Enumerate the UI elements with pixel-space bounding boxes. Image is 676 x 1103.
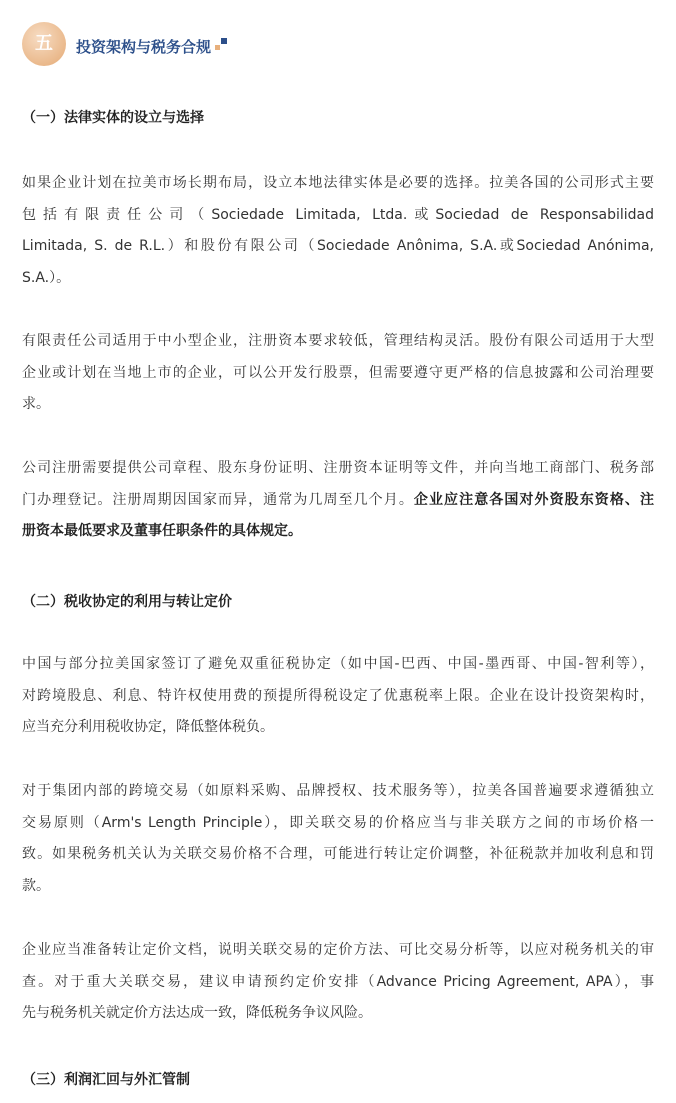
text-line	[22, 485, 654, 517]
text-line: 应当充分利用税收协定，降低整体税负。	[22, 719, 274, 735]
text-line: 企业或计划在当地上市的企业，可以公开发行股票，但需要遵守更严格的信息披露和公司治理要	[22, 364, 654, 381]
text-line: Limitada, S. de R.L.）和股份有限公司（Sociedade Anônima, S.A.或Sociedad Anónima,	[22, 238, 654, 254]
text-line: 对于集团内部的跨境交易（如原料采购、品牌授权、技术服务等），拉美各国普遍要求遵循独立	[22, 783, 654, 799]
text-line: S.A.）。	[22, 269, 71, 286]
paragraph-arms-length	[22, 776, 654, 902]
text-line: 公司注册需要提供公司章程、股东身份证明、注册资本证明等文件，并向当地工商部门、税务部	[22, 460, 654, 476]
subsection-heading-2: （二）税收协定的利用与转让定价	[22, 594, 232, 610]
text-line: 致。如果税务机关认为关联交易价格不合理，可能进行转让定价调整，补征税款并加收利息和罚	[22, 846, 654, 862]
text-segment: 门办理登记。注册周期因国家而异，通常为几周至几个月。	[22, 491, 414, 508]
text-line: 求。	[22, 396, 50, 412]
subsection-heading-1: （一）法律实体的设立与选择	[22, 110, 204, 126]
text-line	[22, 516, 654, 548]
text-line: 包括有限责任公司（Sociedade Limitada, Ltda.或Sociedad de Responsabilidad	[22, 206, 654, 223]
paragraph-company-types	[22, 326, 654, 421]
emphasis-text: 册资本最低要求及董事任职条件的具体规定。	[22, 523, 302, 539]
emphasis-text: 企业应注意各国对外资股东资格、注	[413, 491, 655, 508]
paragraph-tax-treaty	[22, 649, 654, 744]
section-number: 五	[35, 33, 53, 54]
section-title: 投资架构与税务合规	[76, 38, 212, 56]
paragraph-transfer-pricing-docs	[22, 935, 654, 1030]
paragraph-registration	[22, 453, 654, 548]
text-line: 如果企业计划在拉美市场长期布局，设立本地法律实体是必要的选择。拉美各国的公司形式主要	[22, 175, 654, 191]
decorative-square-blue	[221, 38, 227, 44]
text-line: 中国与部分拉美国家签订了避免双重征税协定（如中国-巴西、中国-墨西哥、中国-智利等），	[22, 656, 654, 672]
text-line: 先与税务机关就定价方法达成一致，降低税务争议风险。	[22, 1005, 372, 1021]
text-line: 有限责任公司适用于中小型企业，注册资本要求较低，管理结构灵活。股份有限公司适用于大型	[22, 333, 654, 349]
text-line: 交易原则（Arm's Length Principle），即关联交易的价格应当与非关联方之间的市场价格一	[22, 814, 654, 831]
decorative-square-orange	[215, 45, 220, 50]
text-line: 查。对于重大关联交易，建议申请预约定价安排（Advance Pricing Agreement, APA），事	[22, 973, 654, 990]
text-line: 对跨境股息、利息、特许权使用费的预提所得税设定了优惠税率上限。企业在设计投资架构时，	[22, 687, 654, 704]
text-line: 企业应当准备转让定价文档，说明关联交易的定价方法、可比交易分析等，以应对税务机关的审	[22, 942, 654, 958]
text-line: 款。	[22, 877, 50, 894]
paragraph-legal-entity	[22, 168, 654, 294]
section-header	[22, 22, 252, 72]
subsection-heading-3: （三）利润汇回与外汇管制	[22, 1072, 190, 1088]
